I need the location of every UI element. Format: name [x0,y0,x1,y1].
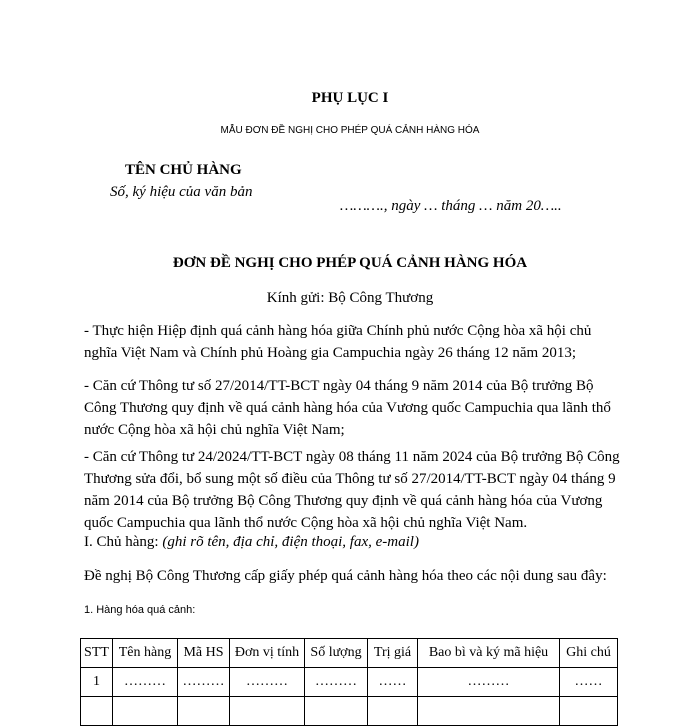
addressee: Kính gửi: Bộ Công Thương [266,290,434,306]
header-hs-code: Mã HS [178,639,230,668]
cell-empty [230,697,305,726]
paragraph-circular-24: - Căn cứ Thông tư 24/2024/TT-BCT ngày 08 tháng 11 năm 2024 của Bộ trưởng Bộ Công Thương sửa đổi, bổ sung một số điều của Thông tư số 27/2014/TT-BCT ngày 04 tháng 9 năm 2014 của Bộ trưởng Bộ Công Thương quy định về quá cảnh hàng hóa của Vương quốc Campuchia qua lãnh thổ nước Cộng hòa xã hội chủ nghĩa Việt Nam. [84,449,620,531]
request-line: Đề nghị Bộ Công Thương cấp giấy phép quá cảnh hàng hóa theo các nội dung sau đây: [84,568,607,584]
cell-empty [418,697,560,726]
header-packaging: Bao bì và ký mã hiệu [418,639,560,668]
cell-quantity: ……… [305,668,368,697]
section-owner-label: I. Chủ hàng: [84,534,163,550]
cell-stt: 1 [81,668,113,697]
table-row [81,668,618,697]
cell-empty [368,697,418,726]
header-stt: STT [81,639,113,668]
appendix-title: PHỤ LỤC I [311,90,389,106]
date-line: ………., ngày … tháng … năm 20….. [340,198,562,214]
goods-table [80,638,618,726]
table-header-row [81,639,618,668]
header-unit: Đơn vị tính [230,639,305,668]
section-owner [84,534,419,551]
document-reference: Số, ký hiệu của văn bản [110,184,253,200]
table-row [81,697,618,726]
cell-value: …… [368,668,418,697]
cell-packaging: ……… [418,668,560,697]
cell-empty [113,697,178,726]
paragraph-agreement: - Thực hiện Hiệp định quá cảnh hàng hóa giữa Chính phủ nước Cộng hòa xã hội chủ nghĩa Việt Nam và Chính phủ Hoàng gia Campuchia ngày 26 tháng 12 năm 2013; [84,323,592,361]
header-quantity: Số lượng [305,639,368,668]
cell-empty [81,697,113,726]
cell-empty [305,697,368,726]
cell-unit: ……… [230,668,305,697]
section-owner-hint: (ghi rõ tên, địa chỉ, điện thoại, fax, e-mail) [162,534,419,550]
paragraph-circular-27: - Căn cứ Thông tư số 27/2014/TT-BCT ngày 04 tháng 9 năm 2014 của Bộ trưởng Bộ Công Thương quy định về quá cảnh hàng hóa của Vương quốc Campuchia qua lãnh thổ nước Cộng hòa xã hội chủ nghĩa Việt Nam; [84,378,611,438]
cell-hs-code: ……… [178,668,230,697]
main-title: ĐƠN ĐỀ NGHỊ CHO PHÉP QUÁ CẢNH HÀNG HÓA [172,255,528,271]
header-value: Trị giá [368,639,418,668]
header-note: Ghi chú [560,639,618,668]
cell-goods-name: ……… [113,668,178,697]
cell-empty [560,697,618,726]
goods-section-title: 1. Hàng hóa quá cảnh: [84,604,196,616]
cell-empty [178,697,230,726]
header-goods-name: Tên hàng [113,639,178,668]
owner-title: TÊN CHỦ HÀNG [125,162,242,178]
cell-note: …… [560,668,618,697]
form-name: MẪU ĐƠN ĐỀ NGHỊ CHO PHÉP QUÁ CẢNH HÀNG HÓA [220,125,480,136]
